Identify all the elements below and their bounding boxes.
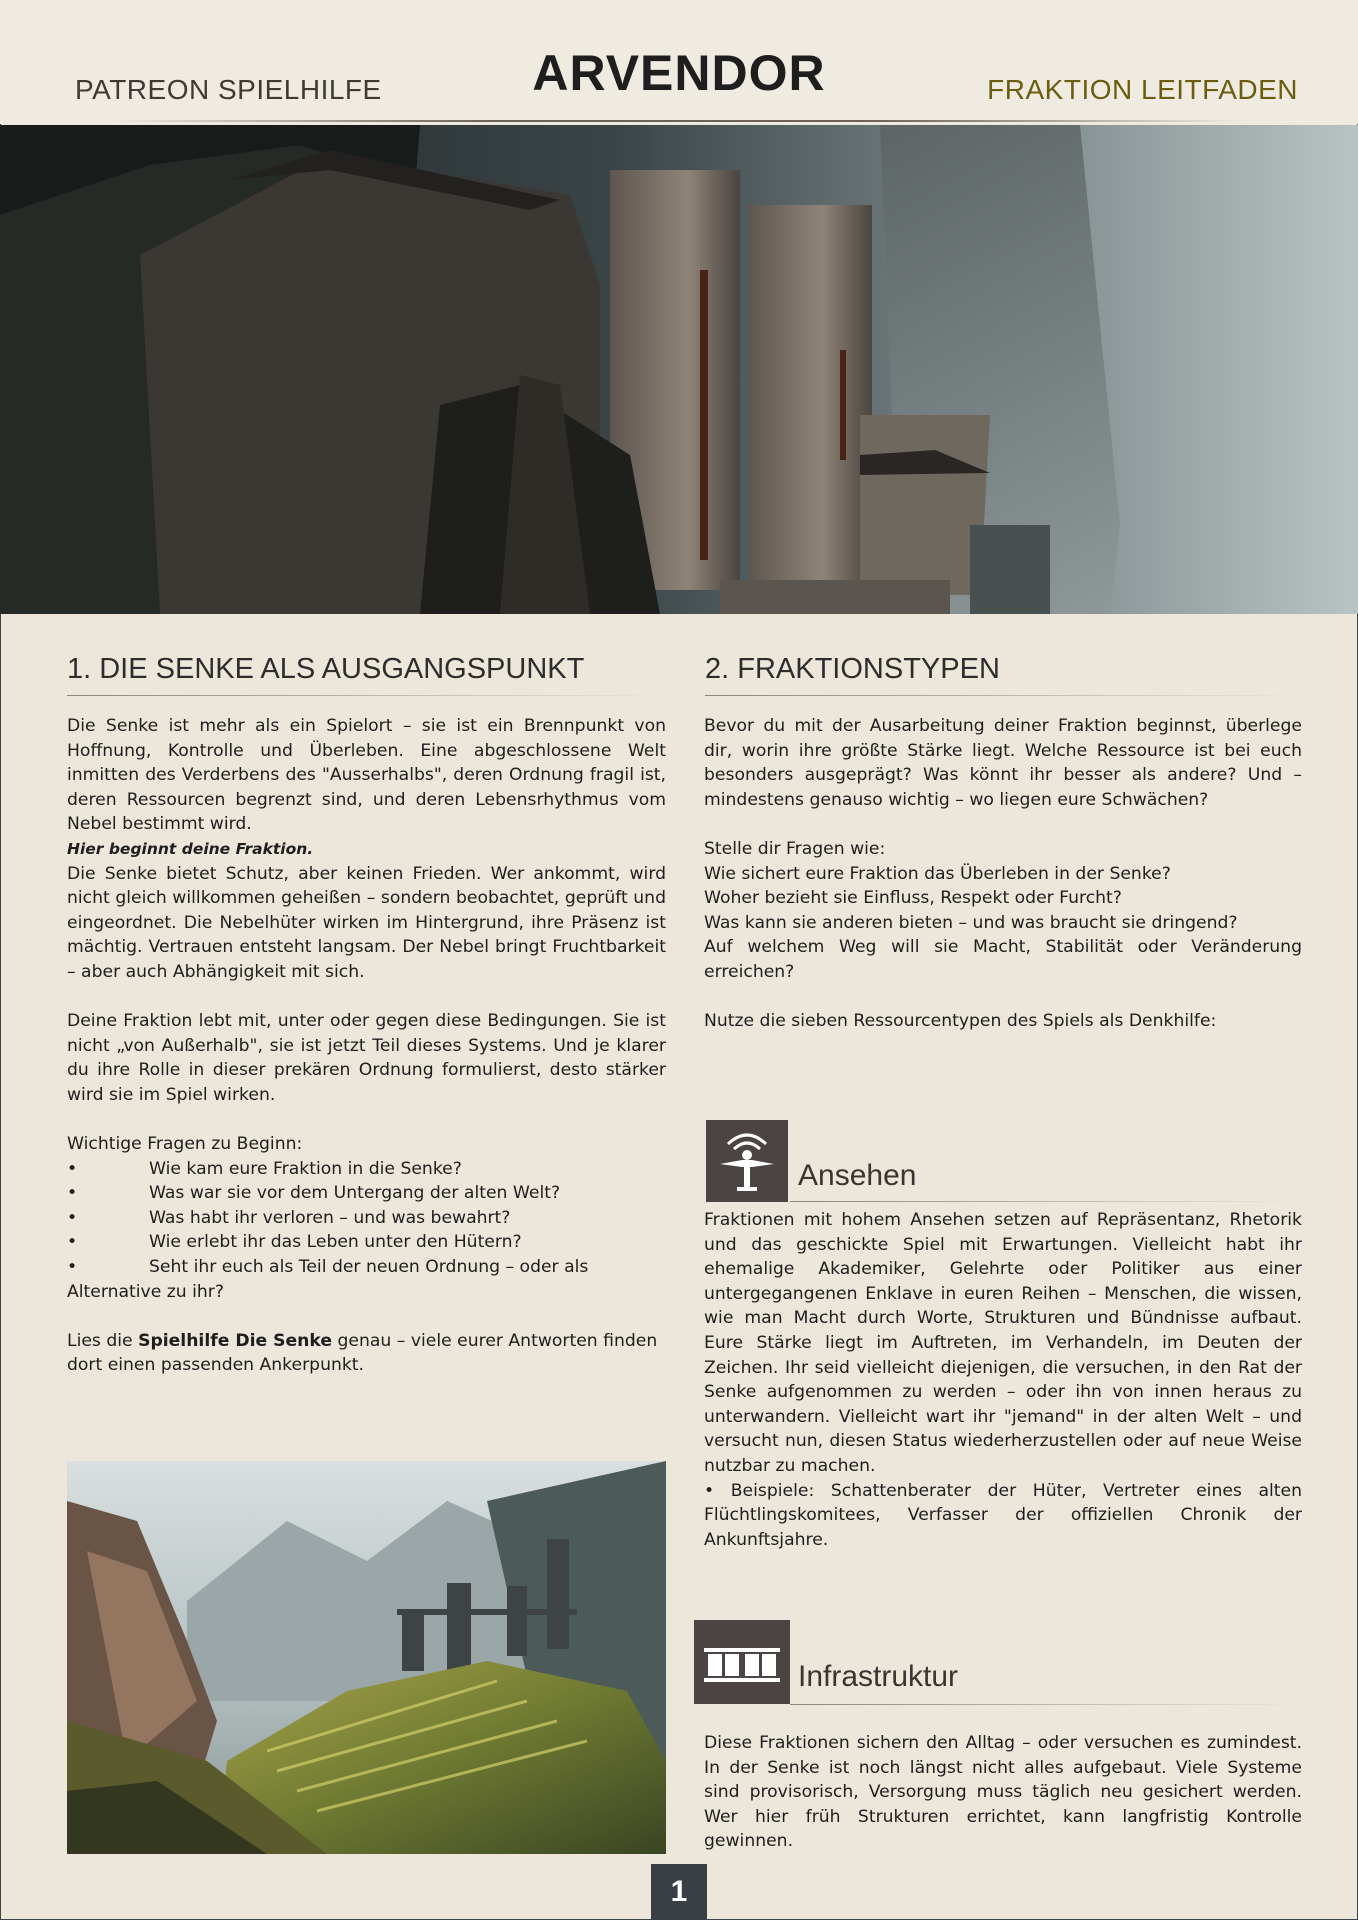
section2-intro: Bevor du mit der Ausarbeitung deiner Fraktion beginnst, überlege dir, worin ihre größte Stärke liegt. Welche Ressource ist bei euch besonders ausgeprägt? Was könnt ihr besser als andere? Und – mindestens genauso wichtig – wo liegen eure Schwächen? <box>704 716 1302 810</box>
ansehen-icon-tile <box>706 1120 788 1202</box>
section2-heading-rule <box>705 695 1303 696</box>
list-item: • Seht ihr euch als Teil der neuen Ordnung – oder als <box>67 1257 589 1278</box>
list-item: • Was war sie vor dem Untergang der alten Welt? <box>67 1183 561 1204</box>
ansehen-text: Fraktionen mit hohem Ansehen setzen auf Repräsentanz, Rhetorik und das geschickte Spiel mit Erwartungen. Vielleicht habt ihr ehemalige Akademiker, Gelehrte oder Politiker aus einer untergegangenen Enklave in euren Reihen – Menschen, die wissen, wie man Macht durch Worte, Strukturen und Bündnisse aufbaut. Eure Stärke liegt im Auftreten, im Verhandeln, im Deuten der Zeichen. Ihr seid vielleicht diejenigen, die versuchen, in den Rat der Senke aufgenommen zu werden – oder ihn von innen heraus zu unterwandern. Vielleicht wart ihr "jemand" in der alten Welt – und versucht nun, diesen Status wiederherzustellen oder auf neue Weise nutzbar zu machen. <box>704 1210 1302 1476</box>
section2-heading: 2. FRAKTIONSTYPEN <box>705 653 1000 685</box>
section1-closing: Lies die Spielhilfe Die Senke genau – viele eurer Antworten finden dort einen passenden Ankerpunkt. <box>67 1330 658 1376</box>
section2-resources-intro: Nutze die sieben Ressourcentypen des Spiels als Denkhilfe: <box>704 1011 1217 1032</box>
infrastruktur-body <box>704 1731 1302 1854</box>
header-divider <box>110 120 1248 122</box>
page-header <box>0 0 1358 124</box>
list-item: Was kann sie anderen bieten – und was braucht sie dringend? <box>704 912 1238 933</box>
infrastruktur-title: Infrastruktur <box>798 1660 959 1693</box>
section2-body <box>704 714 1302 1034</box>
pillars-icon <box>694 1620 790 1704</box>
ansehen-rule <box>790 1201 1300 1202</box>
list-item: • Wie kam eure Fraktion in die Senke? <box>67 1158 462 1179</box>
podium-icon <box>706 1120 788 1202</box>
section1-question-continuation: Alternative zu ihr? <box>67 1281 224 1302</box>
section1-heading-rule <box>67 695 666 696</box>
list-item: • Was habt ihr verloren – und was bewahrt? <box>67 1207 511 1228</box>
section1-para3: Deine Fraktion lebt mit, unter oder gegen diese Bedingungen. Sie ist nicht „von Außerhalb", sie ist jetzt Teil dieses Systems. Und je klarer du ihre Rolle in dieser prekären Ordnung formulierst, desto stärker wird sie im Spiel wirken. <box>67 1011 666 1105</box>
page-number: 1 <box>651 1864 707 1920</box>
header-title: ARVENDOR <box>532 45 826 101</box>
list-item: Auf welchem Weg will sie Macht, Stabilität oder Veränderung erreichen? <box>704 937 1302 982</box>
ansehen-body <box>704 1208 1302 1552</box>
section1-questions-intro: Wichtige Fragen zu Beginn: <box>67 1134 303 1155</box>
valley-ruins-image <box>67 1461 666 1854</box>
infrastruktur-icon-tile <box>694 1620 790 1704</box>
infrastruktur-rule <box>790 1704 1300 1705</box>
section1-body <box>67 714 666 1378</box>
infrastruktur-text: Diese Fraktionen sichern den Alltag – oder versuchen es zumindest. In der Senke ist noch längst nicht alles aufgebaut. Viele Systeme sind provisorisch, Versorgung muss täglich neu gesichert werden. Wer hier früh Strukturen errichtet, kann langfristig Kontrolle gewinnen. <box>704 1733 1302 1852</box>
list-item: Woher bezieht sie Einfluss, Respekt oder Furcht? <box>704 888 1122 909</box>
ansehen-title: Ansehen <box>798 1159 917 1192</box>
header-guide-label: FRAKTION LEITFADEN <box>987 74 1298 105</box>
ansehen-examples: • Beispiele: Schattenberater der Hüter, Vertreter eines alten Flüchtlingskomitees, Verfasser der offiziellen Chronik der Ankunftsjahre. <box>704 1480 1302 1550</box>
list-item: Wie sichert eure Fraktion das Überleben in der Senke? <box>704 863 1171 884</box>
section1-para2: Die Senke bietet Schutz, aber keinen Frieden. Wer ankommt, wird nicht gleich willkommen geheißen – sondern beobachtet, geprüft und eingeordnet. Die Nebelhüter wirken im Hintergrund, ihre Präsenz ist mächtig. Vertrauen entsteht langsam. Der Nebel bringt Fruchtbarkeit – aber auch Abhängigkeit mit sich. <box>67 863 666 982</box>
section1-intro: Die Senke ist mehr als ein Spielort – sie ist ein Brennpunkt von Hoffnung, Kontrolle und Überleben. Eine abgeschlossene Welt inmitten des Verderbens des "Ausserhalbs", deren Ordnung fragil ist, deren Ressourcen begrenzt sind, und deren Lebensrhythmus vom Nebel bestimmt wird. <box>67 716 666 835</box>
section2-questions-intro: Stelle dir Fragen wie: <box>704 838 886 859</box>
list-item: • Wie erlebt ihr das Leben unter den Hütern? <box>67 1232 522 1253</box>
hero-fortress-image <box>0 125 1358 614</box>
spielhilfe-reference: Spielhilfe Die Senke <box>138 1330 333 1351</box>
header-series-label: PATREON SPIELHILFE <box>75 74 382 105</box>
section1-italic-line: Hier beginnt deine Fraktion. <box>67 839 314 858</box>
section1-heading: 1. DIE SENKE ALS AUSGANGSPUNKT <box>67 653 585 685</box>
